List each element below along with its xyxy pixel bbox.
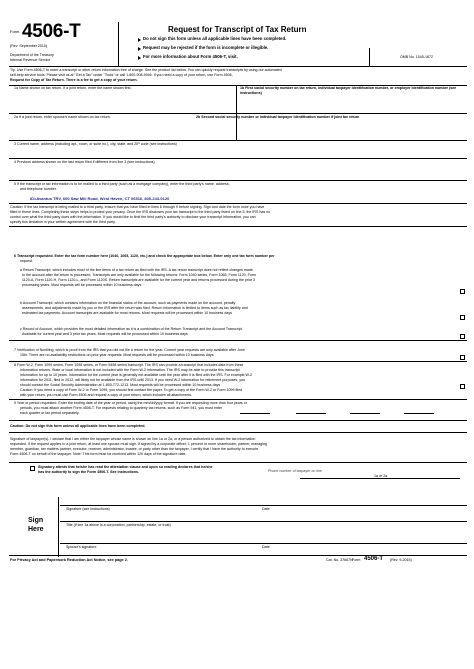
phone-number-suffix: 1a or 2a (374, 474, 388, 478)
rule (9, 203, 467, 204)
instruction-bullet-3: For more information about Form 4506-T, visit. (143, 54, 238, 59)
rule (60, 521, 467, 522)
instruction-bullet-2: Request may be rejected if the form is incomplete or illegible. (143, 45, 269, 50)
dept-line-2: Internal Revenue Service (10, 58, 51, 62)
line-9-text-1: 9 Year or period requested. Enter the ending date of the year or period, using the mm/dd/yyyy format. If you are requesting more than four years or (14, 401, 247, 405)
tip-line-2: self-help service tools. Please visit us at "Get a Tax" under "Tools" or call 1-800-908-9946. If you need a copy of your return, use Form 4506, (10, 73, 233, 77)
line-8-text-5: should contact the Social Security Administration at 1-800-772-1213. Most requests will be processed within 10 business days (20, 383, 221, 387)
footer-form-number: 4506-T (364, 556, 384, 562)
rule (9, 420, 467, 421)
omb-number: OMB No. 1545-1872 (400, 55, 433, 59)
form-title: Request for Transcript of Tax Return (168, 25, 307, 34)
caution-3: Caution: Do not sign this form unless all applicable lines have been completed. (10, 424, 146, 428)
attestation-line-2: has the authority to sign the Form 4506-T. See instructions. (38, 470, 140, 474)
rule (9, 361, 467, 362)
line-6a-text-3: 1120-A, Form 1120-H, Form 1120-L, and Form 1120S. Return transcripts are available for the current year and returns processed during the prior 3 (22, 278, 256, 282)
declaration-line-4: Form 4506-T on behalf of the taxpayer. Note: This form must be received within 120 days of the signature date. (10, 452, 187, 456)
rule (9, 226, 467, 227)
rule (9, 66, 467, 67)
line-6b-text-2: assessments, and adjustments made by you or the IRS after the return was filed. Return information is limited to items such as tax liability and (22, 306, 248, 310)
line-6b-text-1: b Account Transcript, which contains information on the financial status of the account, such as payments made on the account, penalty (20, 301, 236, 305)
caution-1-line-2: filled in these lines. Completing these steps helps to protect your privacy. Once the IRS discloses your tax transcript to the third party listed on line 5, the IRS has no (10, 210, 271, 214)
verification-nonfiling-checkbox[interactable] (460, 355, 465, 360)
caution-2-line-2: with your return, you must use Form 4506 and request a copy of your return, which includes all attachments. (20, 393, 192, 397)
here-label: Here (28, 526, 44, 533)
footer-revision: (Rev. 9-2015) (390, 558, 412, 562)
line-4-label[interactable]: 4 Previous address shown on the last return filed if different from line 3 (see instructions) (14, 160, 155, 164)
caution-1-line-3: control over what the third party does with the information. If you would like to limit the third party's authority to disclose your transcript information, you can (10, 215, 256, 219)
line-9-text-3: each quarter or tax period separately. (20, 411, 80, 415)
rule (60, 543, 467, 544)
line-6a-text-1: a Return Transcript, which includes most of the line items of a tax return as filed with the IRS. A tax return transcript does not reflect changes made (20, 268, 253, 272)
rule (9, 432, 467, 433)
w2-transcript-checkbox[interactable] (460, 384, 465, 389)
line-6b-text-3: estimated tax payments. Account transcripts are available for most returns. Most requests will be processed within 10 business days (22, 311, 232, 315)
footer-cat-number: Cat. No. 37667N (326, 558, 353, 562)
rule (9, 399, 467, 400)
line-5-third-party-value[interactable]: ID=Avantus TRV, 600 Saw Mill Road, West Haven, CT 06516, 800-243-0120 (30, 196, 170, 201)
attestation-checkbox[interactable] (30, 466, 35, 471)
line-8-text-3: information for up to 10 years. Information for the current year is generally not available until the year after it is filed with the IRS. For example,W-2 (20, 373, 253, 377)
footer-privacy-notice: For Privacy Act and Paperwork Reduction Act Notice, see page 2. (10, 558, 128, 562)
signature-date-label: Date (262, 507, 270, 511)
rule (9, 158, 467, 159)
bullet-arrow-icon (138, 38, 141, 42)
line-1a-label[interactable]: 1a Name shown on tax return. If a joint return, enter the name shown first. (14, 86, 132, 90)
line-5-label-cont: and telephone number. (20, 187, 57, 191)
rule (60, 505, 467, 506)
period-field-4[interactable] (404, 407, 434, 414)
header-divider-right (369, 48, 370, 66)
line-6-label-cont: request. (20, 259, 33, 263)
phone-number-field[interactable] (300, 478, 460, 479)
tip-line-3: Request for Copy of Tax Return. There is a fee to get a copy of your return. (10, 78, 138, 82)
spouse-signature-label: Spouse's signature (66, 545, 97, 549)
revision-date: (Rev. September 2015) (10, 44, 48, 48)
caution-1-line-1: Caution: If the tax transcript is being mailed to a third party, ensure that you have filled in lines 6 through 9 before signing. Sign and date the form once you have (10, 205, 265, 209)
rule (9, 340, 467, 341)
account-transcript-checkbox[interactable] (460, 315, 465, 320)
line-8-text-2: information returns. State or local information is not included with the Form W-2 information. The IRS may be able to provide this transcript (20, 368, 240, 372)
line-1b-label[interactable]: 1b First social security number on tax return, individual taxpayer identification number, or employer identification number (see instructions) (240, 86, 457, 95)
rule (9, 462, 467, 463)
line-7-text-2: 15th. There are no availability restrictions on prior year requests. Most requests will be processed within 10 business days (20, 353, 214, 357)
rule (9, 555, 467, 556)
bullet-arrow-icon (138, 56, 141, 60)
record-of-account-checkbox[interactable] (460, 334, 465, 339)
title-label: Title (if line 1a above is a corporation, partnership, estate, or trust) (66, 523, 171, 527)
sign-divider (58, 497, 59, 557)
line-7-text-1: 7 Verification of Nonfiling, which is proof from the IRS that you did not file a return for the year. Current year requests are only available after June (14, 348, 245, 352)
rule (9, 113, 467, 114)
declaration-line-3: member, guardian, tax matters partner, executor, receiver, administrator, trustee, or party other than the taxpayer, I certify that I have the authority to execute (10, 447, 259, 451)
instruction-bullet-1: Do not sign this form unless all applicable lines have been completed. (143, 36, 287, 41)
line-3-label[interactable]: 3 Current name, address (including apt., room, or suite no.), city, state, and ZIP code (see instructions) (14, 142, 177, 146)
footer-form-word: Form (352, 558, 361, 562)
rule (9, 180, 467, 181)
signature-label: Signature (see instructions) (66, 507, 110, 511)
line-6c-text-2: Available for current year and 3 prior tax years. Most requests will be processed within 10 business days (22, 332, 188, 336)
form-label: Form (10, 29, 20, 34)
period-field-2[interactable] (296, 407, 326, 414)
rule (9, 140, 467, 141)
line-8-text-4: information for 2011, filed in 2012, will likely not be available from the IRS until 2013. If you need W-2 information for retirement purposes, you (20, 378, 245, 382)
period-field-1[interactable] (240, 407, 270, 414)
phone-number-label: Phone number of taxpayer on line (268, 469, 322, 473)
line-6a-text-4: processing years. Most requests will be processed within 10 business days (22, 283, 142, 287)
header-divider-left (118, 22, 119, 66)
line-8-text-1: 8 Form W-2, Form 1099 series, Form 1098 series, or Form 5498 series transcript. The IRS can provide a transcript that includes data from these (14, 363, 244, 367)
tip-line-1: Tip. Use Form 4506-T to order a transcript or other return information free of charge. See the product list below. You can quickly request transcripts by using our automated (10, 68, 282, 72)
dept-line-1: Department of the Treasury (10, 53, 54, 57)
line-6a-text-2: to the account after the return is processed. Transcripts are only available for the following returns: Form 1040 series, Form 1065, Form 1120, Form (22, 273, 257, 277)
line-9-text-2: periods, you must attach another Form 4506-T. For requests relating to quarterly tax returns, such as Form 941, you must enter (20, 406, 223, 410)
line-2b-label[interactable]: 2b Second social security number or individual taxpayer identification number if joint tax return (196, 115, 360, 119)
line-6-label: 6 Transcript requested. Enter the tax form number here (1040, 1065, 1120, etc.) and check the appropriate box below. Enter only one tax form number per (14, 254, 275, 258)
line-6c-text-1: c Record of Account, which provides the most detailed information as it is a combination of the Return Transcript and the Account Transcript. (20, 327, 243, 331)
declaration-line-2: requested. If the request applies to a joint return, at least one spouse must sign. If signed by a corporate officer, 1 percent or more shareholder, partner, managing (10, 442, 268, 446)
spouse-date-label: Date (262, 545, 270, 549)
caution-2-line-1: Caution: If you need a copy of Form W-2 or Form 1099, you should first contact the payer. To get a copy of the Form W-2 or Form 1099 filed (20, 388, 243, 392)
return-transcript-checkbox[interactable] (460, 289, 465, 294)
line-2a-label[interactable]: 2a If a joint return, enter spouse's name shown on tax return. (14, 115, 111, 119)
form-number: 4506-T (22, 21, 81, 42)
declaration-line-1: Signature of taxpayer(s). I declare that I am either the taxpayer whose name is shown on line 1a or 2a, or a person authorized to obtain the tax information (10, 437, 256, 441)
period-field-3[interactable] (350, 407, 380, 414)
bullet-arrow-icon (138, 47, 141, 51)
line-5-label: 5 If the transcript or tax information is to be mailed to a third party (such as a mortgage company), enter the third party's name, address, (14, 182, 230, 186)
attestation-line-1: Signatory attests that he/she has read the attestation clause and upon so reading declares that he/she (38, 465, 213, 469)
caution-1-line-4: specify this limitation in your written agreement with the third party. (10, 220, 116, 224)
sign-label: Sign (28, 517, 44, 524)
